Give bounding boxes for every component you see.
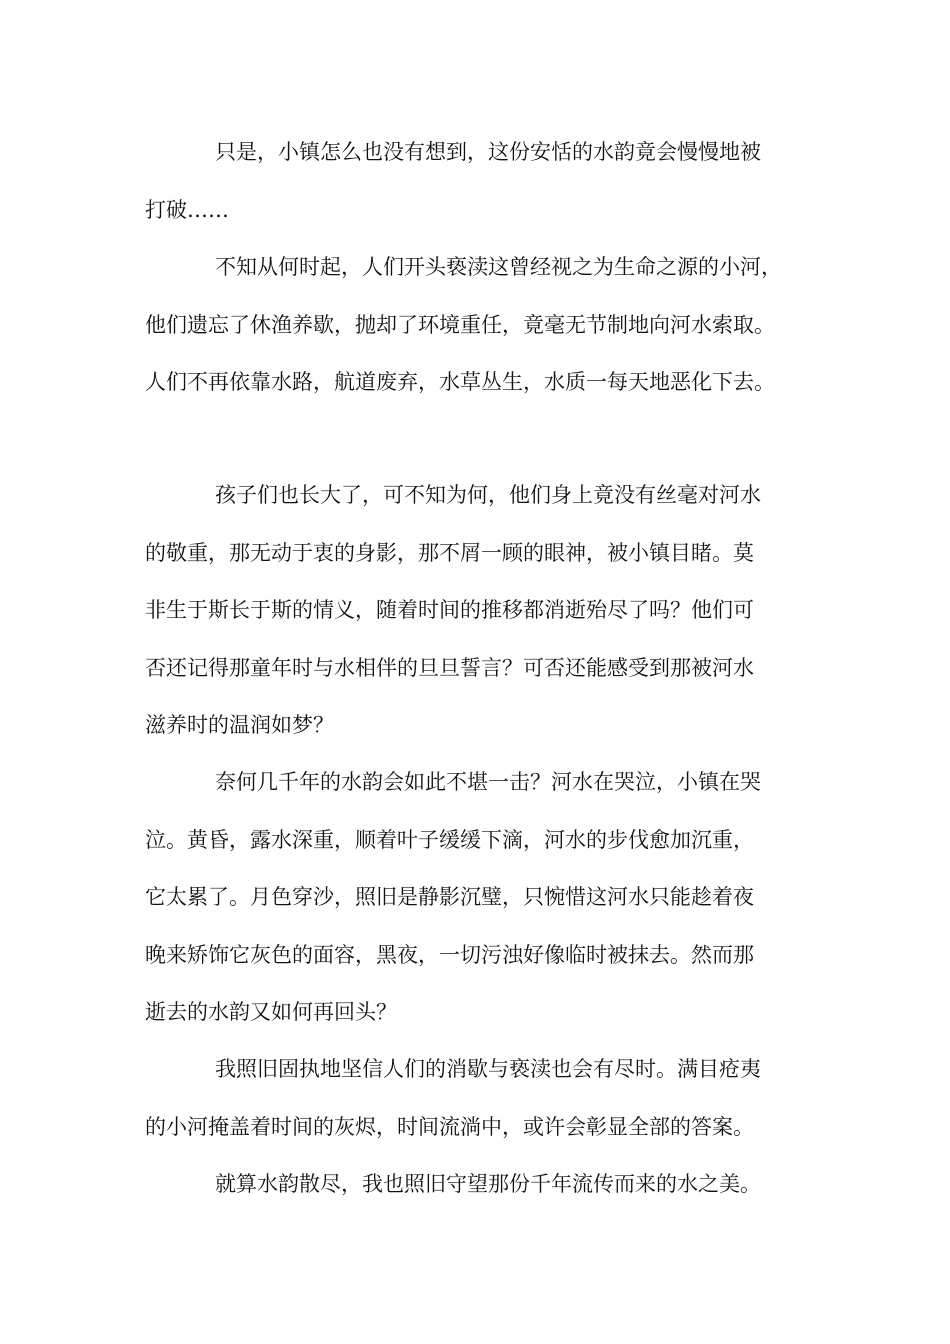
paragraph-line: 否还记得那童年时与水相伴的旦旦誓言？可否还能感受到那被河水	[145, 655, 754, 680]
paragraph-line: 人们不再依靠水路，航道废弃，水草丛生，水质一每天地恶化下去。	[145, 370, 775, 394]
paragraph-4	[145, 754, 825, 1042]
paragraph-3	[145, 467, 825, 755]
paragraph-line: 奈何几千年的水韵会如此不堪一击？河水在哭泣，小镇在哭	[215, 770, 761, 794]
paragraph-line: 的小河掩盖着时间的灰烬，时间流淌中，或许会彰显全部的答案。	[145, 1114, 754, 1139]
paragraph-line: 我照旧固执地坚信人们的消歇与亵渎也会有尽时。满目疮夷	[215, 1057, 761, 1081]
paragraph-1	[145, 124, 825, 239]
paragraph-line: 不知从何时起，人们开头亵渎这曾经视之为生命之源的小河，	[215, 255, 782, 279]
paragraph-line: 泣。黄昏，露水深重，顺着叶子缓缓下滴，河水的步伐愈加沉重，	[145, 827, 754, 852]
paragraph-line: 非生于斯长于斯的情义，随着时间的推移都消逝殆尽了吗？他们可	[145, 598, 754, 622]
paragraph-line: 逝去的水韵又如何再回头？	[145, 1000, 397, 1024]
paragraph-line: 的敬重，那无动于衷的身影，那不屑一顾的眼神，被小镇目睹。莫	[145, 540, 754, 565]
paragraph-6	[145, 1156, 825, 1214]
paragraph-line: 只是，小镇怎么也没有想到，这份安恬的水韵竟会慢慢地被	[215, 140, 761, 164]
paragraph-line: 滋养时的温润如梦？	[145, 713, 334, 737]
paragraph-2	[145, 239, 825, 412]
paragraph-line: 就算水韵散尽，我也照旧守望那份千年流传而来的水之美。	[215, 1172, 761, 1196]
paragraph-line: 孩子们也长大了，可不知为何，他们身上竟没有丝毫对河水	[215, 483, 761, 507]
paragraph-line: 他们遗忘了休渔养歇，抛却了环境重任，竟毫无节制地向河水索取。	[145, 312, 775, 337]
paragraph-line: 晚来矫饰它灰色的面容，黑夜，一切污浊好像临时被抹去。然而那	[145, 942, 754, 967]
paragraph-line: 它太累了。月色穿沙，照旧是静影沉璧，只惋惜这河水只能趁着夜	[145, 885, 754, 909]
paragraph-5	[145, 1041, 825, 1156]
paragraph-line: 打破……	[145, 197, 229, 222]
